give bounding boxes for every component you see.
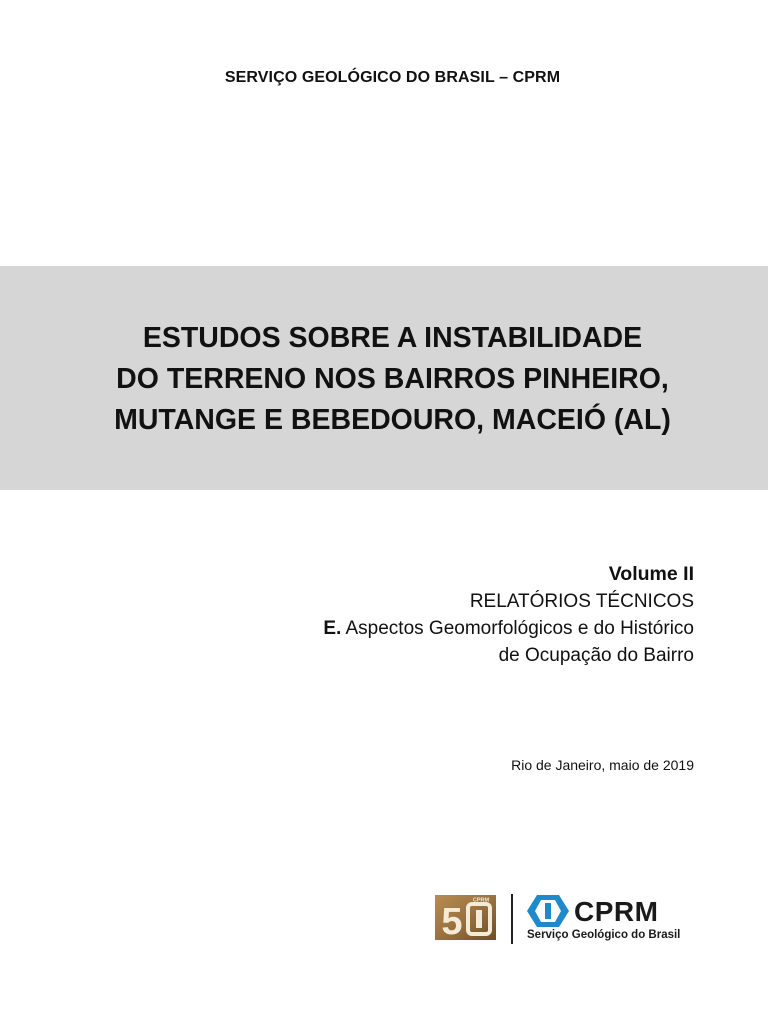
volume-item-line-2: de Ocupação do Bairro (498, 645, 694, 666)
cprm-brand-name: CPRM (574, 896, 659, 927)
document-title (0, 318, 768, 441)
organization-header: SERVIÇO GEOLÓGICO DO BRASIL – CPRM (224, 69, 561, 86)
cprm-brand-subtitle: Serviço Geológico do Brasil (527, 929, 681, 941)
volume-item-line-1 (323, 615, 694, 642)
cprm-hexagon-icon (526, 894, 570, 928)
volume-item-prefix: E. (323, 618, 342, 639)
place-date: Rio de Janeiro, maio de 2019 (511, 757, 694, 773)
title-line-1: ESTUDOS SOBRE A INSTABILIDADE (142, 322, 643, 354)
anniversary-50-logo (435, 895, 496, 940)
volume-label: Volume II (608, 563, 694, 585)
volume-block (323, 561, 694, 669)
volume-item-text-1: Aspectos Geomorfológicos e do Histórico (345, 618, 694, 639)
title-line-3: MUTANGE E BEBEDOURO, MACEIÓ (AL) (114, 404, 671, 436)
svg-text:5: 5 (441, 901, 463, 940)
title-line-2: DO TERRENO NOS BAIRROS PINHEIRO, (116, 363, 669, 395)
svg-text:CPRM: CPRM (472, 897, 490, 904)
logo-divider (511, 894, 513, 944)
volume-section: RELATÓRIOS TÉCNICOS (469, 591, 694, 612)
